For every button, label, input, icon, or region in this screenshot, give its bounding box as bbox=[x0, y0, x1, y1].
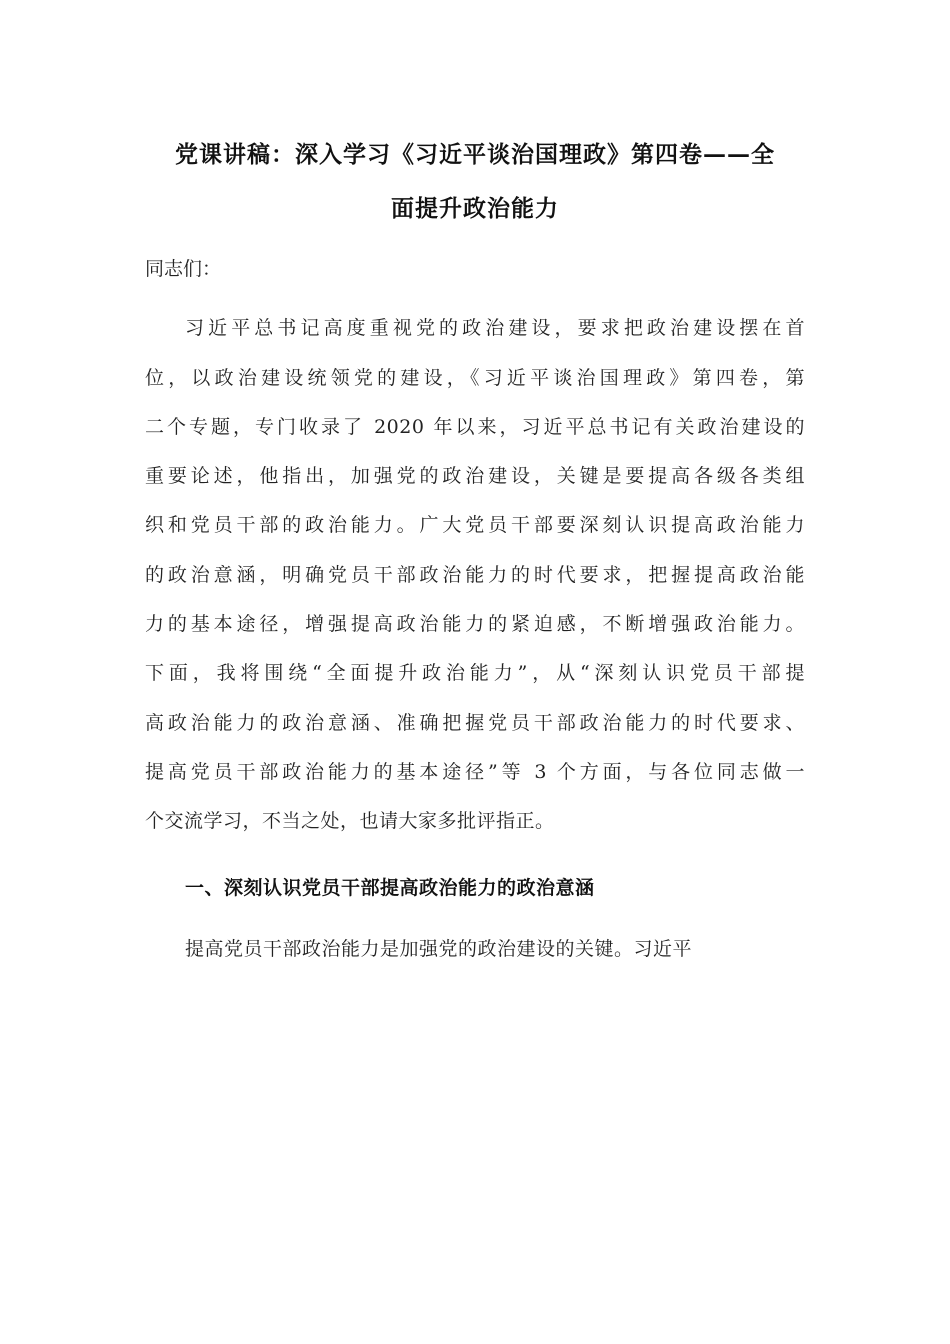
paragraph-1-line: 个交流学习，不当之处，也请大家多批评指正。 bbox=[145, 810, 555, 832]
title-line-1: 党课讲稿：深入学习《习近平谈治国理政》第四卷——全 bbox=[175, 141, 775, 168]
paragraph-1-line: 重要论述，他指出，加强党的政治建设，关键是要提高各级各类组 bbox=[145, 465, 805, 487]
document-title bbox=[120, 128, 830, 236]
paragraph-1-line: 力的基本途径，增强提高政治能力的紧迫感，不断增强政治能力。 bbox=[145, 613, 805, 635]
paragraph-1-line: 位，以政治建设统领党的建设，《习近平谈治国理政》第四卷，第 bbox=[145, 367, 805, 389]
paragraph-1-line: 高政治能力的政治意涵、准确把握党员干部政治能力的时代要求、 bbox=[145, 712, 805, 734]
paragraph-2-line: 提高党员干部政治能力是加强党的政治建设的关键。习近平 bbox=[185, 938, 693, 960]
section-1-heading: 一、深刻认识党员干部提高政治能力的政治意涵 bbox=[185, 877, 595, 899]
paragraph-1-line: 习近平总书记高度重视党的政治建设，要求把政治建设摆在首 bbox=[185, 317, 805, 339]
paragraph-1-line: 提高党员干部政治能力的基本途径”等 3 个方面，与各位同志做一 bbox=[145, 761, 805, 783]
paragraph-1-line: 二个专题，专门收录了 2020 年以来，习近平总书记有关政治建设的 bbox=[145, 416, 805, 438]
paragraph-1-line: 的政治意涵，明确党员干部政治能力的时代要求，把握提高政治能 bbox=[145, 564, 805, 586]
paragraph-1-line: 下面，我将围绕“全面提升政治能力”，从“深刻认识党员干部提 bbox=[145, 662, 805, 684]
paragraph-1-line: 织和党员干部的政治能力。广大党员干部要深刻认识提高政治能力 bbox=[145, 514, 805, 536]
title-line-2: 面提升政治能力 bbox=[391, 195, 559, 222]
greeting: 同志们： bbox=[145, 258, 222, 280]
